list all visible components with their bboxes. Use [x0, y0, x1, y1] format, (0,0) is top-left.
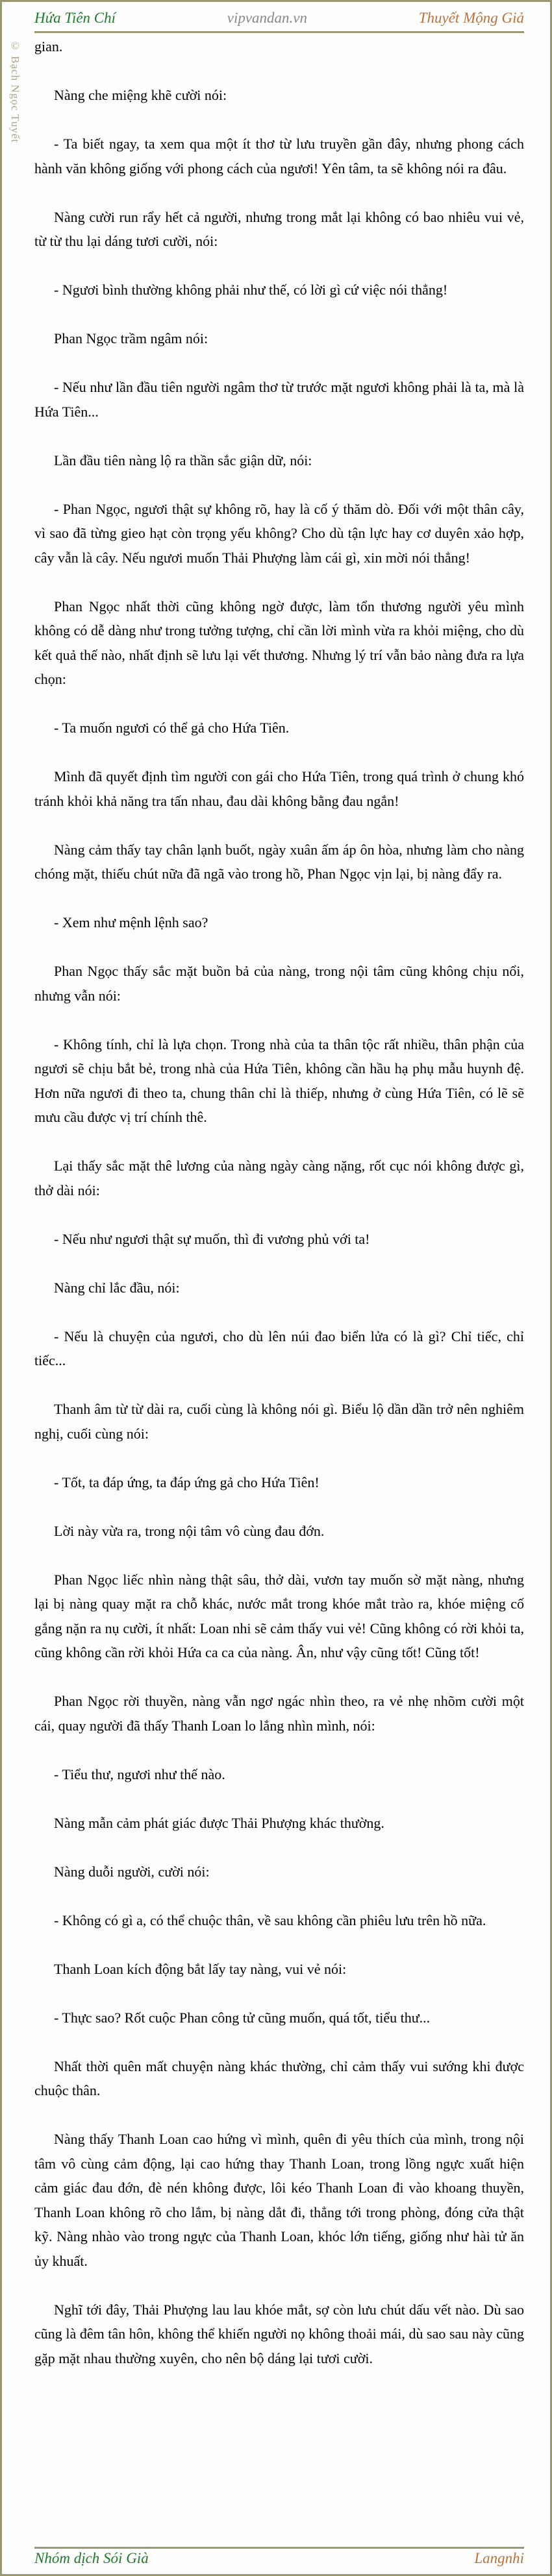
paragraph: Nhất thời quên mất chuyện nàng khác thường, chỉ cảm thấy vui sướng khi được chuộc thân. — [34, 2058, 524, 2098]
paragraph: - Tốt, ta đáp ứng, ta đáp ứng gả cho Hứa Tiên! — [54, 1474, 320, 1490]
paragraph: gian. — [34, 38, 63, 55]
paragraph: Nàng cảm thấy tay chân lạnh buốt, ngày xuân ấm áp ôn hòa, nhưng làm cho nàng chóng mặt, thiếu chút nữa đã ngã vào trong hồ, Phan Ngọc vịn lại, bị nàng đẩy ra. — [34, 841, 524, 882]
book-title: Hứa Tiên Chí — [34, 10, 116, 26]
paragraph: Nàng che miệng khẽ cười nói: — [54, 87, 227, 103]
chapter-body — [34, 34, 524, 2395]
paragraph: - Ta biết ngay, ta xem qua một ít thơ từ lưu truyền gần đây, nhưng phong cách hành văn không giống với phong cách của ngươi! Yên tâm, ta sẽ không nói ra đâu. — [34, 136, 524, 176]
paragraph: Lại thấy sắc mặt thê lương của nàng ngày càng nặng, rốt cục nói không được gì, thở dài nói: — [34, 1158, 524, 1198]
paragraph: - Tiểu thư, ngươi như thế nào. — [54, 1766, 225, 1782]
paragraph: - Nếu là chuyện của ngươi, cho dù lên núi đao biển lửa có là gì? Chỉ tiếc, chỉ tiếc... — [34, 1328, 524, 1368]
paragraph: Thanh Loan kích động bắt lấy tay nàng, vui vẻ nói: — [54, 1960, 347, 1977]
paragraph: Phan Ngọc trầm ngâm nói: — [54, 330, 208, 346]
paragraph: Lời này vừa ra, trong nội tâm vô cùng đau đớn. — [54, 1522, 325, 1539]
page-header — [34, 10, 524, 33]
paragraph: Thanh âm từ từ dài ra, cuối cùng là không nói gì. Biểu lộ dần dần trở nên nghiêm nghị, cuối cùng nói: — [34, 1401, 524, 1442]
paragraph: Lần đầu tiên nàng lộ ra thần sắc giận dữ, nói: — [54, 452, 312, 468]
paragraph: - Nếu như ngươi thật sự muốn, thì đi vương phủ với ta! — [54, 1230, 370, 1247]
paragraph: Nàng cười run rẩy hết cả người, nhưng trong mắt lại không có bao nhiêu vui vẻ, từ từ thu lại dáng tươi cười, nói: — [34, 208, 524, 249]
paragraph: - Không có gì a, có thể chuộc thân, về sau không cần phiêu lưu trên hồ nữa. — [54, 1912, 486, 1928]
paragraph: Phan Ngọc thấy sắc mặt buồn bả của nàng, trong nội tâm cũng không chịu nổi, nhưng vẫn nói: — [34, 963, 524, 1004]
editor-name: Langnhi — [474, 2550, 524, 2566]
paragraph: - Ta muốn ngươi có thể gả cho Hứa Tiên. — [54, 720, 290, 736]
paragraph: - Xem như mệnh lệnh sao? — [54, 914, 208, 930]
paragraph: - Không tính, chỉ là lựa chọn. Trong nhà của ta thân tộc rất nhiều, thân phận của ngươi sẽ chịu bắt bẻ, trong nhà của Hứa Tiên, không cần hầu hạ phụ mẫu huynh đệ. Hơn nữa ngươi đi theo ta, chung thân chỉ là thiếp, nhưng ở cùng Hứa Tiên, có lẽ sẽ mưu cầu được vị trí chính thê. — [34, 1036, 524, 1125]
paragraph: - Ngươi bình thường không phải như thế, có lời gì cứ việc nói thẳng! — [54, 282, 448, 298]
paragraph: Phan Ngọc nhất thời cũng không ngờ được, làm tổn thương người yêu mình không có dễ dàng như trong tưởng tượng, chỉ cần lời mình vừa ra khỏi miệng, cho dù kết quả thế nào, nhất định sẽ lưu lại vết thương. Nhưng lý trí vẫn bảo nàng đưa ra lựa chọn: — [34, 598, 524, 687]
author-name: Thuyết Mộng Giả — [418, 10, 524, 26]
site-name: vipvandan.vn — [227, 10, 307, 26]
paragraph: Nàng duỗi người, cười nói: — [54, 1863, 210, 1880]
side-credit: © Bạch Ngọc Tuyết — [9, 40, 21, 143]
paragraph: Phan Ngọc liếc nhìn nàng thật sâu, thở dài, vươn tay muốn sờ mặt nàng, nhưng lại bị nàng quay mặt ra chỗ khác, nước mắt trong khóe mắt trào ra, khóe miệng cố gắng nặn ra nụ cười, ít nhất: Loan nhi sẽ cảm thấy vui vẻ! Cũng không có rời khỏi ta, cũng không cần rời khỏi Hứa ca ca của nàng. Ân, như vậy cũng tốt! Cũng tốt! — [34, 1571, 524, 1660]
paragraph: - Thực sao? Rốt cuộc Phan công tử cũng muốn, quá tốt, tiểu thư... — [54, 2009, 431, 2026]
paragraph: Nàng chỉ lắc đầu, nói: — [54, 1279, 180, 1296]
paragraph: - Phan Ngọc, ngươi thật sự không rõ, hay là cố ý thăm dò. Đối với một thân cây, vì sao đã từng gieo hạt còn trọng yếu không? Cho dù tận lực hay cơ duyên xảo hợp, cây vẫn là cây. Nếu ngươi muốn Thải Phượng làm cái gì, xin mời nói thẳng! — [34, 500, 524, 566]
paragraph: - Nếu như lần đầu tiên người ngâm thơ từ trước mặt ngươi không phải là ta, mà là Hứa Tiên... — [34, 379, 524, 420]
paragraph: Nàng mẫn cảm phát giác được Thải Phượng khác thường. — [54, 1814, 384, 1831]
page-footer — [34, 2547, 524, 2576]
paragraph: Phan Ngọc rời thuyền, nàng vẫn ngơ ngác nhìn theo, ra vẻ nhẹ nhõm cười một cái, quay người đã thấy Thanh Loan lo lắng nhìn mình, nói: — [34, 1693, 524, 1734]
translator-group: Nhóm dịch Sói Già — [34, 2550, 149, 2566]
paragraph: Mình đã quyết định tìm người con gái cho Hứa Tiên, trong quá trình ở chung khó tránh khỏi khả năng tra tấn nhau, đau dài không bằng đau ngắn! — [34, 768, 524, 809]
paragraph: Nghĩ tới đây, Thải Phượng lau lau khóe mắt, sợ còn lưu chút dấu vết nào. Dù sao cũng là đêm tân hôn, không thể khiến người nọ không thoải mái, dù sao sau này cũng gặp mặt nhau thường xuyên, cho nên bộ dáng lại tươi cười. — [34, 2301, 524, 2366]
paragraph: Nàng thấy Thanh Loan cao hứng vì mình, quên đi yêu thích của mình, trong nội tâm vô cùng cảm động, lại cao hứng thay Thanh Loan, trong lồng ngực xuất hiện cảm giác đau đớn, đè nén không được, lôi kéo Thanh Loan đi vào khoang thuyền, Thanh Loan không rõ cho lắm, bị nàng dắt đi, thẳng tới trong phòng, đóng cửa thật kỹ. Nàng nhào vào trong ngực của Thanh Loan, khóc lớn tiếng, giống như hài tử ăn ủy khuất. — [34, 2131, 524, 2269]
